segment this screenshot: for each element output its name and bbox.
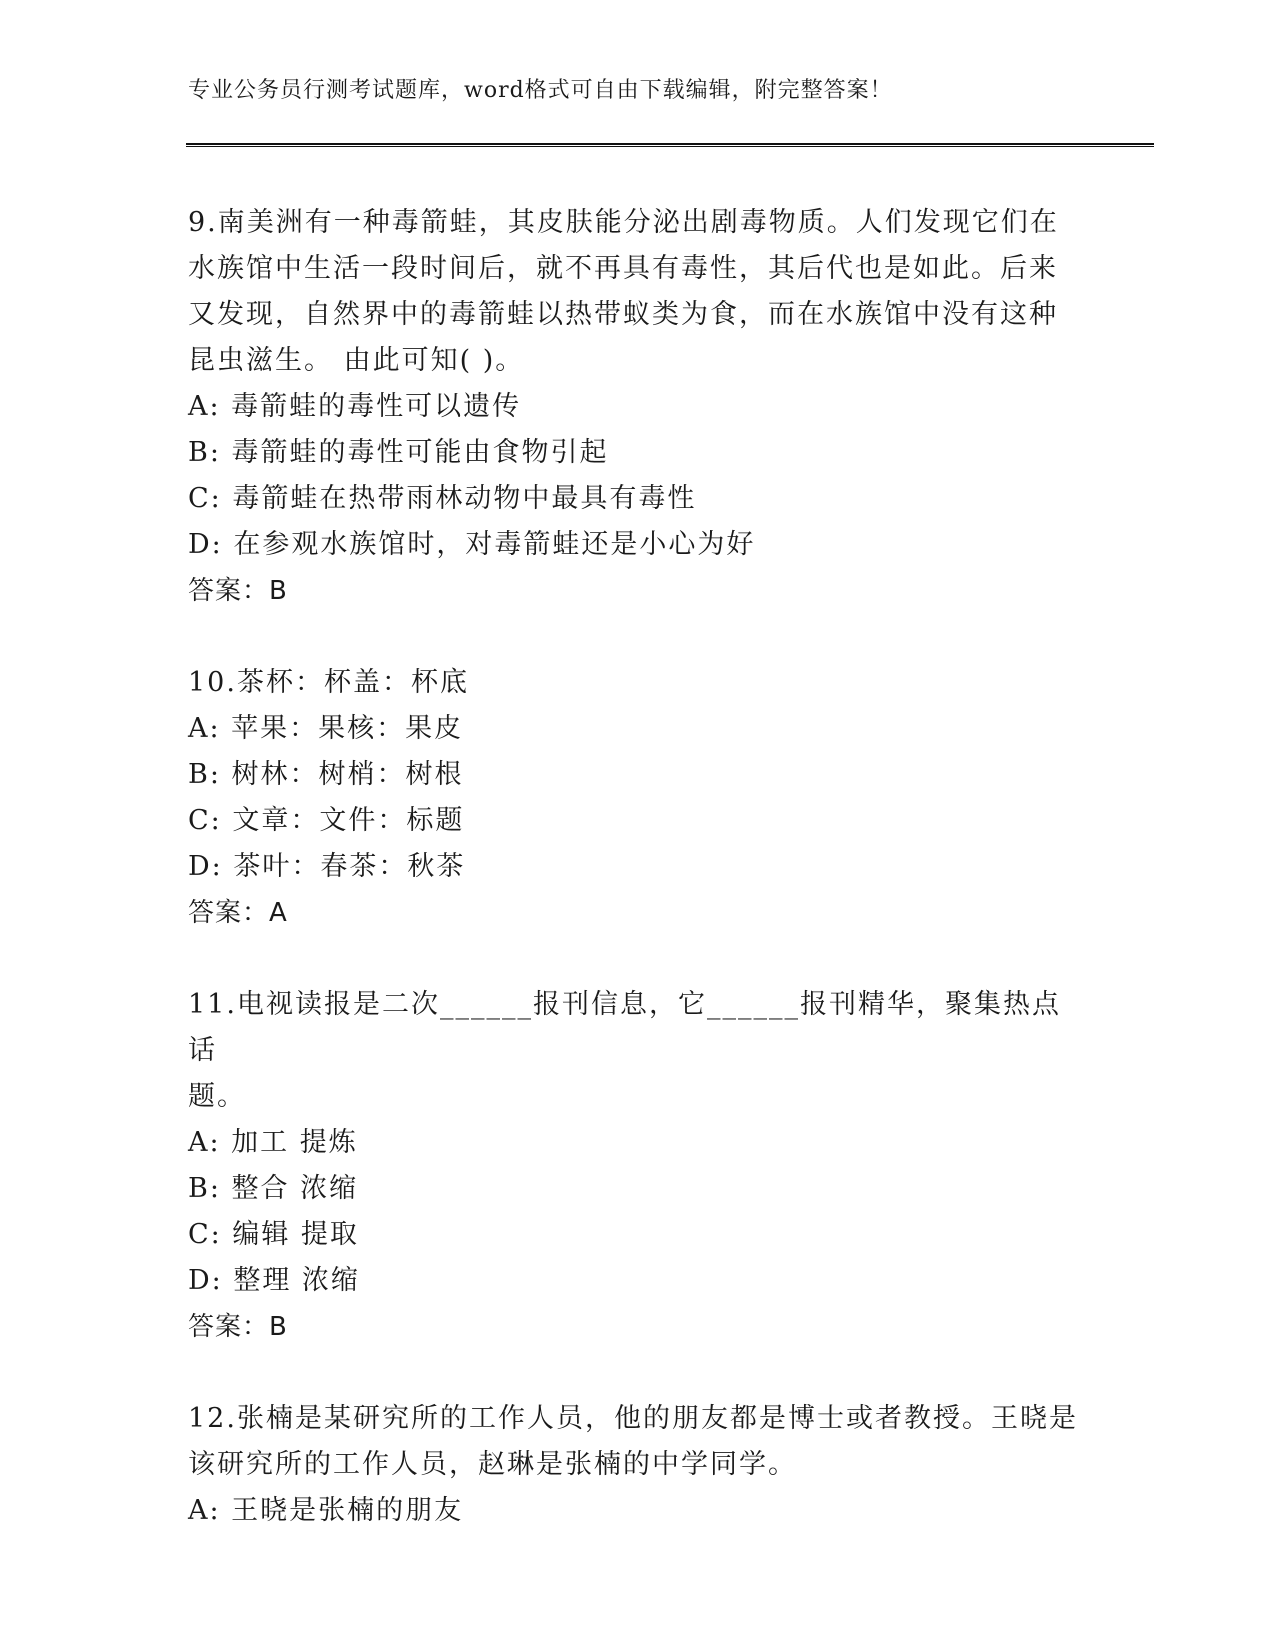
option-a: A: 王晓是张楠的朋友 xyxy=(188,1495,464,1526)
question-12 xyxy=(188,1396,1088,1534)
header-divider xyxy=(186,143,1154,147)
option-b: B: 毒箭蛙的毒性可能由食物引起 xyxy=(188,437,609,468)
question-stem-line: 又发现，自然界中的毒箭蛙以热带蚁类为食，而在水族馆中没有这种 xyxy=(188,299,1058,330)
option-d: D: 整理 浓缩 xyxy=(188,1265,360,1296)
option-d: D: 在参观水族馆时，对毒箭蛙还是小心为好 xyxy=(188,529,756,560)
option-c: C: 毒箭蛙在热带雨林动物中最具有毒性 xyxy=(188,483,697,514)
question-stem-line: 该研究所的工作人员，赵琳是张楠的中学同学。 xyxy=(188,1449,797,1480)
question-stem-line: 12.张楠是某研究所的工作人员，他的朋友都是博士或者教授。王晓是 xyxy=(188,1403,1078,1434)
option-a: A: 毒箭蛙的毒性可以遗传 xyxy=(188,391,522,422)
answer-label: 答案：A xyxy=(188,898,288,928)
question-list xyxy=(188,200,1088,1580)
answer-label: 答案：B xyxy=(188,576,288,606)
question-9 xyxy=(188,200,1088,614)
option-a: A: 苹果：果核：果皮 xyxy=(188,713,464,744)
question-stem-line: 10.茶杯：杯盖：杯底 xyxy=(188,667,469,698)
question-11 xyxy=(188,982,1088,1350)
answer-label: 答案：B xyxy=(188,1312,288,1342)
option-c: C: 文章：文件：标题 xyxy=(188,805,465,836)
question-stem-line: 11.电视读报是二次______报刊信息，它______报刊精华，聚集热点话 xyxy=(188,989,1061,1066)
page-header: 专业公务员行测考试题库，word格式可自由下载编辑，附完整答案！ xyxy=(188,78,893,103)
option-b: B: 树林：树梢：树根 xyxy=(188,759,464,790)
option-b: B: 整合 浓缩 xyxy=(188,1173,359,1204)
question-stem-line: 水族馆中生活一段时间后，就不再具有毒性，其后代也是如此。后来 xyxy=(188,253,1058,284)
question-stem-line: 昆虫滋生。 由此可知( )。 xyxy=(188,345,525,376)
question-10 xyxy=(188,660,1088,936)
option-c: C: 编辑 提取 xyxy=(188,1219,359,1250)
option-a: A: 加工 提炼 xyxy=(188,1127,358,1158)
option-d: D: 茶叶：春茶：秋茶 xyxy=(188,851,466,882)
question-stem-line: 9.南美洲有一种毒箭蛙，其皮肤能分泌出剧毒物质。人们发现它们在 xyxy=(188,207,1059,238)
question-stem-line: 题。 xyxy=(188,1081,246,1112)
